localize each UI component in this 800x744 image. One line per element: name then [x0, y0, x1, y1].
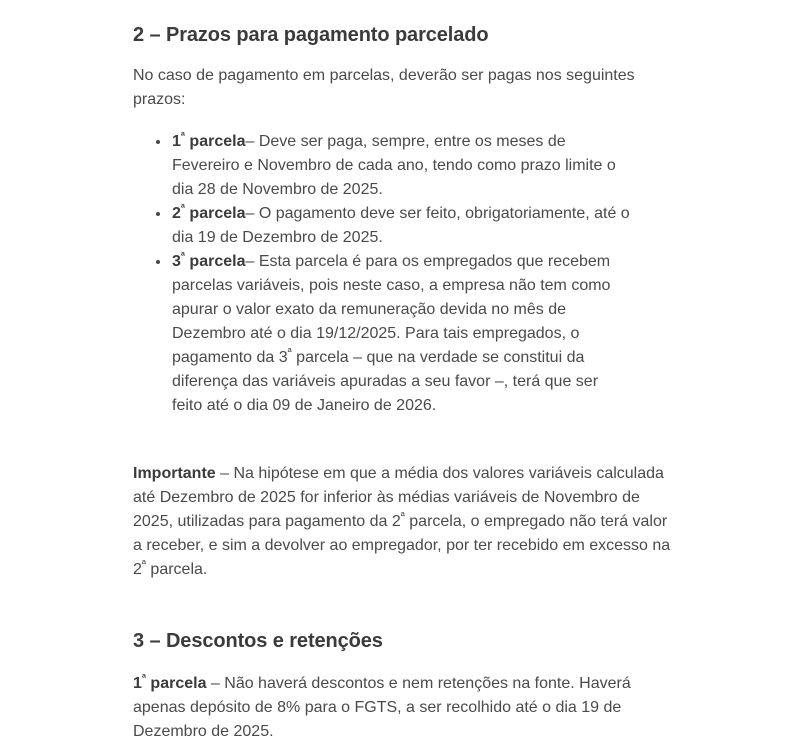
intro-paragraph-wrapper	[133, 64, 669, 112]
parcela-text-3-part2: parcela – que na verdade se constitui da diferença das variáveis apuradas a seu favor –, terá que ser feito até o dia 09 de Janeiro de 2026.	[172, 349, 599, 414]
parcela-label-2-number: 2	[172, 205, 181, 222]
descontos-paragraph-wrapper	[133, 672, 673, 744]
parcela-label-3-ordinal: ª	[180, 250, 185, 263]
importante-paragraph	[133, 462, 673, 582]
descontos-label-number: 1	[133, 675, 142, 692]
importante-text-part2: parcela, o empregado não terá valor a receber, e sim a devolver ao empregador, por ter recebido em excesso na 2	[133, 513, 671, 578]
parcela-text-3-part1: – Esta parcela é para os empregados que recebem parcelas variáveis, pois neste caso, a empresa não tem como apurar o valor exato da remuneração devida no mês de Dezembro até o dia 19/12/2025. Para tais empregados, o pagamento da 3	[172, 253, 611, 366]
parcela-label-1-ordinal: ª	[180, 130, 185, 143]
descontos-parcela-label	[133, 672, 207, 692]
list-item	[172, 250, 630, 418]
descontos-label-ordinal: ª	[141, 672, 146, 685]
importante-text-part1: – Na hipótese em que a média dos valores variáveis calculada até Dezembro de 2025 for inferior às médias variáveis de Novembro de 2025, utilizadas para pagamento da 2	[133, 465, 664, 530]
parcela-label-1-number: 1	[172, 133, 181, 150]
parcela-label-3-word: parcela	[184, 253, 246, 270]
importante-text-ordinal-1: ª	[400, 510, 405, 523]
parcela-label-1-word: parcela	[184, 133, 246, 150]
list-item	[172, 130, 630, 202]
importante-paragraph-wrapper	[133, 462, 673, 582]
heading-prazos-wrapper	[133, 0, 669, 48]
parcela-label-3	[172, 250, 246, 270]
heading-descontos-wrapper	[133, 628, 669, 654]
parcela-text-3-ordinal: ª	[287, 346, 292, 359]
page-title-prazos: 2 – Prazos para pagamento parcelado	[133, 24, 489, 46]
parcela-label-1	[172, 130, 246, 150]
page-title-descontos: 3 – Descontos e retenções	[133, 630, 383, 652]
document-content	[133, 0, 669, 744]
descontos-label-word: parcela	[145, 675, 207, 692]
parcela-label-3-number: 3	[172, 253, 181, 270]
parcelas-list	[133, 130, 630, 418]
descontos-paragraph	[133, 672, 673, 744]
importante-text-ordinal-2: ª	[141, 558, 146, 571]
intro-paragraph: No caso de pagamento em parcelas, deverão ser pagas nos seguintes prazos:	[133, 67, 635, 108]
importante-text-part3: parcela.	[145, 561, 208, 578]
list-item	[172, 202, 630, 250]
parcela-label-2	[172, 202, 246, 222]
importante-label: Importante	[133, 465, 216, 482]
parcela-text-2: – O pagamento deve ser feito, obrigatoriamente, até o dia 19 de Dezembro de 2025.	[172, 205, 630, 246]
descontos-text: – Não haverá descontos e nem retenções na fonte. Haverá apenas depósito de 8% para o FGTS, a ser recolhido até o dia 19 de Dezembro de 2025.	[133, 675, 631, 740]
parcela-text-1: – Deve ser paga, sempre, entre os meses de Fevereiro e Novembro de cada ano, tendo como prazo limite o dia 28 de Novembro de 2025.	[172, 133, 616, 198]
parcela-label-2-ordinal: ª	[180, 202, 185, 215]
parcela-label-2-word: parcela	[184, 205, 246, 222]
